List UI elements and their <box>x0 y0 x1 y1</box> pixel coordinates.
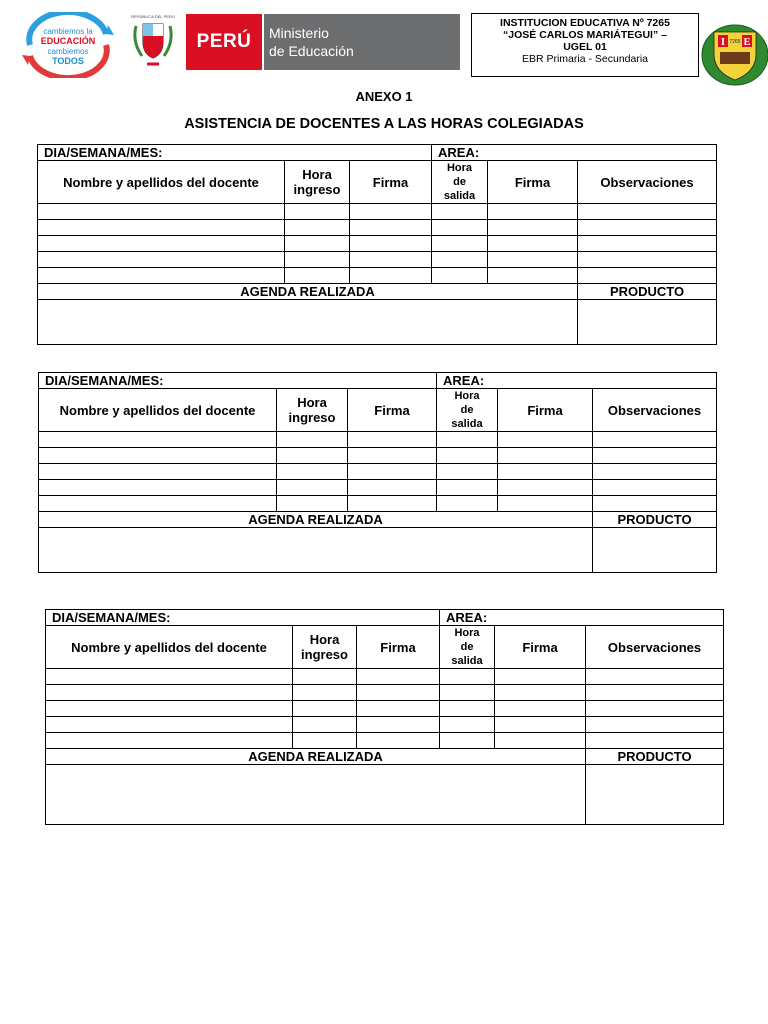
col-hora-salida-header: Hora de salida <box>432 161 488 204</box>
hora-ingreso-cell[interactable] <box>277 432 348 448</box>
agenda-area[interactable] <box>38 300 578 345</box>
agenda-area[interactable] <box>46 765 586 825</box>
nombre-cell[interactable] <box>38 236 285 252</box>
col-hora-ingreso-header: Hora ingreso <box>285 161 350 204</box>
firma-salida-cell[interactable] <box>495 717 586 733</box>
hora-ingreso-cell[interactable] <box>293 717 357 733</box>
observaciones-cell[interactable] <box>593 496 717 512</box>
campaign-logo <box>20 12 116 78</box>
table-row <box>39 448 717 464</box>
svg-text:E: E <box>743 37 751 48</box>
hora-ingreso-cell[interactable] <box>293 733 357 749</box>
observaciones-cell[interactable] <box>578 236 717 252</box>
observaciones-cell[interactable] <box>593 480 717 496</box>
table-row <box>46 685 724 701</box>
agenda-header: AGENDA REALIZADA <box>46 749 586 765</box>
firma-salida-cell[interactable] <box>498 464 593 480</box>
hora-salida-cell[interactable] <box>440 717 495 733</box>
nombre-cell[interactable] <box>39 464 277 480</box>
hora-salida-cell[interactable] <box>437 432 498 448</box>
firma-salida-cell[interactable] <box>488 268 578 284</box>
hora-salida-cell[interactable] <box>437 448 498 464</box>
col-nombre-header: Nombre y apellidos del docente <box>39 389 277 432</box>
col-firma-salida-header: Firma <box>488 161 578 204</box>
svg-text:cambiemos: cambiemos <box>47 47 89 56</box>
hora-salida-cell[interactable] <box>432 252 488 268</box>
form-title: ASISTENCIA DE DOCENTES A LAS HORAS COLEGIADAS <box>184 116 584 132</box>
table-row <box>38 220 717 236</box>
dia-semana-mes-field[interactable]: DIA/SEMANA/MES: <box>46 610 440 626</box>
col-firma-header: Firma <box>348 389 437 432</box>
col-firma-header: Firma <box>350 161 432 204</box>
attendance-form-1 <box>37 144 717 345</box>
nombre-cell[interactable] <box>46 685 293 701</box>
nombre-cell[interactable] <box>38 268 285 284</box>
hora-salida-cell[interactable] <box>440 701 495 717</box>
nombre-cell[interactable] <box>39 480 277 496</box>
observaciones-cell[interactable] <box>586 733 724 749</box>
firma-salida-cell[interactable] <box>488 252 578 268</box>
hora-salida-cell[interactable] <box>437 496 498 512</box>
col-hora-salida-header: Hora de salida <box>437 389 498 432</box>
observaciones-cell[interactable] <box>586 685 724 701</box>
firma-cell[interactable] <box>357 717 440 733</box>
table-row <box>39 432 717 448</box>
firma-cell[interactable] <box>350 252 432 268</box>
table-row <box>46 701 724 717</box>
hora-ingreso-cell[interactable] <box>285 252 350 268</box>
area-field[interactable]: AREA: <box>437 373 717 389</box>
firma-salida-cell[interactable] <box>488 220 578 236</box>
hora-ingreso-cell[interactable] <box>277 480 348 496</box>
hora-salida-cell[interactable] <box>437 480 498 496</box>
firma-cell[interactable] <box>348 480 437 496</box>
nombre-cell[interactable] <box>38 204 285 220</box>
firma-cell[interactable] <box>357 685 440 701</box>
hora-salida-cell[interactable] <box>432 268 488 284</box>
svg-text:7265: 7265 <box>729 39 741 45</box>
svg-text:I: I <box>721 37 725 48</box>
col-observaciones-header: Observaciones <box>586 626 724 669</box>
observaciones-cell[interactable] <box>578 220 717 236</box>
nombre-cell[interactable] <box>38 220 285 236</box>
firma-cell[interactable] <box>357 733 440 749</box>
hora-salida-cell[interactable] <box>432 236 488 252</box>
col-firma-salida-header: Firma <box>498 389 593 432</box>
peru-brand: PERÚ <box>186 14 262 70</box>
producto-area[interactable] <box>578 300 717 345</box>
hora-salida-cell[interactable] <box>440 733 495 749</box>
firma-salida-cell[interactable] <box>488 236 578 252</box>
institution-box: INSTITUCION EDUCATIVA Nº 7265 “JOSÉ CARLOS MARIÁTEGUI” – UGEL 01 EBR Primaria - Secundaria <box>471 13 699 77</box>
agenda-header: AGENDA REALIZADA <box>39 512 593 528</box>
firma-cell[interactable] <box>348 432 437 448</box>
table-row <box>39 480 717 496</box>
nombre-cell[interactable] <box>39 448 277 464</box>
col-observaciones-header: Observaciones <box>578 161 717 204</box>
observaciones-cell[interactable] <box>586 669 724 685</box>
nombre-cell[interactable] <box>39 432 277 448</box>
observaciones-cell[interactable] <box>578 204 717 220</box>
observaciones-cell[interactable] <box>578 252 717 268</box>
col-firma-header: Firma <box>357 626 440 669</box>
producto-area[interactable] <box>586 765 724 825</box>
table-row <box>38 204 717 220</box>
firma-cell[interactable] <box>348 496 437 512</box>
hora-ingreso-cell[interactable] <box>285 236 350 252</box>
table-row <box>46 717 724 733</box>
producto-header: PRODUCTO <box>586 749 724 765</box>
hora-salida-cell[interactable] <box>440 669 495 685</box>
hora-salida-cell[interactable] <box>437 464 498 480</box>
svg-text:cambiemos la: cambiemos la <box>43 27 93 36</box>
firma-salida-cell[interactable] <box>495 701 586 717</box>
observaciones-cell[interactable] <box>593 432 717 448</box>
nombre-cell[interactable] <box>39 496 277 512</box>
hora-salida-cell[interactable] <box>432 220 488 236</box>
firma-salida-cell[interactable] <box>498 448 593 464</box>
firma-salida-cell[interactable] <box>488 204 578 220</box>
producto-header: PRODUCTO <box>593 512 717 528</box>
table-row <box>38 236 717 252</box>
observaciones-cell[interactable] <box>593 464 717 480</box>
school-badge <box>700 22 768 86</box>
col-nombre-header: Nombre y apellidos del docente <box>46 626 293 669</box>
dia-semana-mes-field[interactable]: DIA/SEMANA/MES: <box>38 145 432 161</box>
peru-coat-of-arms <box>130 12 176 70</box>
col-nombre-header: Nombre y apellidos del docente <box>38 161 285 204</box>
ministry-logo <box>186 14 460 70</box>
firma-cell[interactable] <box>357 669 440 685</box>
producto-area[interactable] <box>593 528 717 573</box>
observaciones-cell[interactable] <box>593 448 717 464</box>
observaciones-cell[interactable] <box>578 268 717 284</box>
hora-salida-cell[interactable] <box>440 685 495 701</box>
area-field[interactable]: AREA: <box>440 610 724 626</box>
col-observaciones-header: Observaciones <box>593 389 717 432</box>
attendance-form-2 <box>38 372 717 573</box>
firma-cell[interactable] <box>350 220 432 236</box>
table-row <box>38 268 717 284</box>
attendance-form-3 <box>45 609 724 825</box>
firma-cell[interactable] <box>348 464 437 480</box>
table-row <box>39 496 717 512</box>
table-row <box>46 669 724 685</box>
firma-salida-cell[interactable] <box>495 685 586 701</box>
hora-ingreso-cell[interactable] <box>277 448 348 464</box>
col-hora-ingreso-header: Hora ingreso <box>277 389 348 432</box>
dia-semana-mes-field[interactable]: DIA/SEMANA/MES: <box>39 373 437 389</box>
table-row <box>46 733 724 749</box>
producto-header: PRODUCTO <box>578 284 717 300</box>
col-hora-ingreso-header: Hora ingreso <box>293 626 357 669</box>
firma-cell[interactable] <box>348 448 437 464</box>
nombre-cell[interactable] <box>38 252 285 268</box>
table-row <box>39 464 717 480</box>
hora-ingreso-cell[interactable] <box>277 464 348 480</box>
col-firma-salida-header: Firma <box>495 626 586 669</box>
firma-cell[interactable] <box>350 268 432 284</box>
firma-cell[interactable] <box>357 701 440 717</box>
area-field[interactable]: AREA: <box>432 145 717 161</box>
firma-cell[interactable] <box>350 204 432 220</box>
nombre-cell[interactable] <box>46 717 293 733</box>
firma-salida-cell[interactable] <box>498 496 593 512</box>
firma-cell[interactable] <box>350 236 432 252</box>
table-row <box>38 252 717 268</box>
firma-salida-cell[interactable] <box>495 733 586 749</box>
observaciones-cell[interactable] <box>586 701 724 717</box>
hora-ingreso-cell[interactable] <box>293 685 357 701</box>
hora-ingreso-cell[interactable] <box>285 268 350 284</box>
hora-salida-cell[interactable] <box>432 204 488 220</box>
ministry-name: Ministerio de Educación <box>264 14 460 70</box>
hora-ingreso-cell[interactable] <box>293 669 357 685</box>
svg-text:EDUCACIÓN: EDUCACIÓN <box>40 36 96 46</box>
firma-salida-cell[interactable] <box>498 432 593 448</box>
annex-label: ANEXO 1 <box>355 89 413 104</box>
agenda-area[interactable] <box>39 528 593 573</box>
svg-text:TODOS: TODOS <box>52 56 84 66</box>
firma-salida-cell[interactable] <box>498 480 593 496</box>
nombre-cell[interactable] <box>46 733 293 749</box>
nombre-cell[interactable] <box>46 669 293 685</box>
hora-ingreso-cell[interactable] <box>285 204 350 220</box>
hora-ingreso-cell[interactable] <box>277 496 348 512</box>
svg-text:REPÚBLICA DEL PERÚ: REPÚBLICA DEL PERÚ <box>131 14 175 19</box>
hora-ingreso-cell[interactable] <box>293 701 357 717</box>
agenda-header: AGENDA REALIZADA <box>38 284 578 300</box>
col-hora-salida-header: Hora de salida <box>440 626 495 669</box>
firma-salida-cell[interactable] <box>495 669 586 685</box>
hora-ingreso-cell[interactable] <box>285 220 350 236</box>
observaciones-cell[interactable] <box>586 717 724 733</box>
nombre-cell[interactable] <box>46 701 293 717</box>
